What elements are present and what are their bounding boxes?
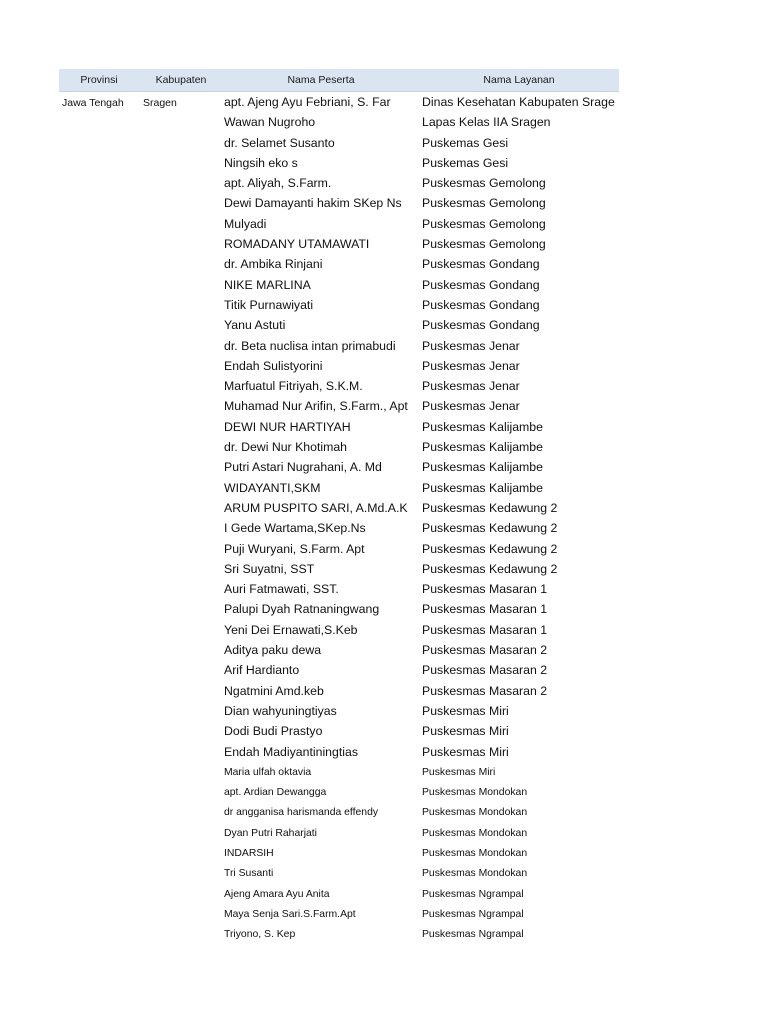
nama-layanan-cell: Puskesmas Gemolong [422,216,546,231]
nama-peserta-cell: Ningsih eko s [224,155,298,170]
nama-layanan-cell: Puskesmas Gondang [422,257,540,272]
nama-layanan-cell: Puskesmas Jenar [422,358,520,373]
nama-layanan-cell: Puskesmas Gondang [422,277,540,292]
table-row [59,640,619,660]
nama-layanan-cell: Puskemas Gesi [422,155,509,170]
nama-peserta-cell: Maria ulfah oktavia [224,766,312,778]
nama-peserta-cell: Titik Purnawiyati [224,297,314,312]
table-header [59,69,619,92]
table-row [59,599,619,619]
provinsi-cell: Jawa Tengah [62,97,124,109]
nama-peserta-cell: DEWI NUR HARTIYAH [224,419,351,434]
nama-peserta-cell: Ajeng Amara Ayu Anita [224,888,330,900]
nama-peserta-cell: dr angganisa harismanda effendy [224,807,379,819]
nama-peserta-cell: Sri Suyatni, SST [224,561,315,576]
table-row [59,498,619,518]
nama-peserta-cell: Wawan Nugroho [224,115,316,130]
table-body [59,92,619,944]
nama-layanan-cell: Puskesmas Gondang [422,297,540,312]
table-row [59,559,619,579]
table-row [59,823,619,843]
table-row [59,884,619,904]
nama-peserta-cell: ROMADANY UTAMAWATI [224,237,370,252]
nama-peserta-cell: Yanu Astuti [224,318,286,333]
table-row [59,437,619,457]
nama-peserta-cell: Marfuatul Fitriyah, S.K.M. [224,379,363,394]
nama-peserta-cell: Arif Hardianto [224,663,300,678]
table-row [59,620,619,640]
table-row [59,762,619,782]
nama-layanan-cell: Puskesmas Jenar [422,338,520,353]
table-row [59,457,619,477]
nama-peserta-cell: Putri Astari Nugrahani, A. Md [224,460,382,475]
table-row [59,92,619,112]
table-row [59,275,619,295]
nama-peserta-cell: I Gede Wartama,SKep.Ns [224,521,366,536]
nama-layanan-cell: Puskesmas Miri [422,744,509,759]
nama-layanan-cell: Puskesmas Masaran 2 [422,643,548,658]
nama-layanan-cell: Puskesmas Mondokan [422,787,528,799]
nama-layanan-cell: Puskesmas Kedawung 2 [422,561,558,576]
nama-layanan-cell: Puskesmas Masaran 1 [422,622,548,637]
table-row [59,742,619,762]
nama-layanan-cell: Puskesmas Kalijambe [422,440,543,455]
nama-layanan-cell: Lapas Kelas IIA Sragen [422,115,551,130]
header-nama-layanan: Nama Layanan [483,74,555,86]
nama-peserta-cell: Maya Senja Sari.S.Farm.Apt [224,908,356,920]
nama-layanan-cell: Puskesmas Ngrampal [422,929,524,941]
nama-peserta-cell: apt. Ardian Dewangga [224,787,327,799]
table-row [59,539,619,559]
nama-layanan-cell: Puskesmas Masaran 1 [422,582,548,597]
nama-peserta-cell: Palupi Dyah Ratnaningwang [224,602,380,617]
nama-peserta-cell: WIDAYANTI,SKM [224,480,321,495]
nama-layanan-cell: Puskesmas Masaran 2 [422,683,548,698]
nama-layanan-cell: Puskesmas Jenar [422,379,520,394]
nama-layanan-cell: Puskesmas Masaran 2 [422,663,548,678]
nama-peserta-cell: INDARSIH [224,847,274,859]
nama-peserta-cell: Endah Madiyantiningtias [224,744,358,759]
nama-peserta-cell: Dyan Putri Raharjati [224,827,317,839]
nama-layanan-cell: Puskesmas Kalijambe [422,460,543,475]
nama-layanan-cell: Puskesmas Jenar [422,399,520,414]
nama-layanan-cell: Puskesmas Kalijambe [422,419,543,434]
nama-peserta-cell: Tri Susanti [224,868,274,880]
nama-layanan-cell: Puskesmas Kedawung 2 [422,541,558,556]
table-row [59,295,619,315]
nama-layanan-cell: Puskesmas Gemolong [422,176,546,191]
nama-peserta-cell: NIKE MARLINA [224,277,311,292]
table-row [59,153,619,173]
table-row [59,579,619,599]
nama-peserta-cell: Aditya paku dewa [224,643,322,658]
table-row [59,904,619,924]
participant-table [59,69,619,944]
nama-peserta-cell: dr. Beta nuclisa intan primabudi [224,338,396,353]
nama-layanan-cell: Dinas Kesehatan Kabupaten Srage [422,95,615,109]
nama-layanan-cell: Puskesmas Ngrampal [422,908,524,920]
nama-peserta-cell: Yeni Dei Ernawati,S.Keb [224,622,358,637]
table-row [59,782,619,802]
table-row [59,924,619,944]
nama-peserta-cell: Muhamad Nur Arifin, S.Farm., Apt [224,399,408,414]
nama-layanan-cell: Puskesmas Gondang [422,318,540,333]
table-row [59,214,619,234]
table-row [59,234,619,254]
nama-peserta-cell: apt. Ajeng Ayu Febriani, S. Far [224,95,391,109]
nama-peserta-cell: apt. Aliyah, S.Farm. [224,176,332,191]
nama-layanan-cell: Puskesmas Mondokan [422,807,528,819]
nama-peserta-cell: ARUM PUSPITO SARI, A.Md.A.K [224,500,408,515]
nama-layanan-cell: Puskesmas Kalijambe [422,480,543,495]
nama-layanan-cell: Puskesmas Kedawung 2 [422,500,558,515]
nama-layanan-cell: Puskesmas Kedawung 2 [422,521,558,536]
table-row [59,396,619,416]
table-row [59,843,619,863]
table-row [59,173,619,193]
nama-layanan-cell: Puskesmas Masaran 1 [422,602,548,617]
table-row [59,356,619,376]
table-row [59,315,619,335]
nama-peserta-cell: Ngatmini Amd.keb [224,683,324,698]
nama-peserta-cell: Dodi Budi Prastyo [224,724,323,739]
nama-layanan-cell: Puskesmas Miri [422,766,496,778]
kabupaten-cell: Sragen [143,97,177,109]
table-row [59,802,619,822]
table-row [59,336,619,356]
nama-layanan-cell: Puskesmas Gemolong [422,196,546,211]
table-row [59,518,619,538]
table-row [59,721,619,741]
nama-layanan-cell: Puskesmas Mondokan [422,827,528,839]
header-provinsi: Provinsi [80,74,118,86]
nama-peserta-cell: dr. Dewi Nur Khotimah [224,440,348,455]
table-row [59,478,619,498]
nama-peserta-cell: Endah Sulistyorini [224,358,323,373]
nama-peserta-cell: Puji Wuryani, S.Farm. Apt [224,541,365,556]
table-row [59,193,619,213]
nama-peserta-cell: Dian wahyuningtiyas [224,703,337,718]
header-nama-peserta: Nama Peserta [287,74,355,86]
table-row [59,863,619,883]
header-kabupaten: Kabupaten [155,74,207,86]
nama-layanan-cell: Puskesmas Ngrampal [422,888,524,900]
nama-layanan-cell: Puskesmas Mondokan [422,847,528,859]
table-row [59,417,619,437]
nama-layanan-cell: Puskesmas Gemolong [422,237,546,252]
nama-peserta-cell: dr. Ambika Rinjani [224,257,323,272]
table-row [59,681,619,701]
nama-layanan-cell: Puskesmas Mondokan [422,868,528,880]
nama-peserta-cell: Auri Fatmawati, SST. [224,582,339,597]
nama-peserta-cell: Mulyadi [224,216,267,231]
nama-layanan-cell: Puskemas Gesi [422,135,509,150]
nama-layanan-cell: Puskesmas Miri [422,724,509,739]
table-row [59,660,619,680]
table-row [59,701,619,721]
nama-peserta-cell: Triyono, S. Kep [224,929,296,941]
table-row [59,112,619,132]
table-row [59,376,619,396]
nama-peserta-cell: Dewi Damayanti hakim SKep Ns [224,196,402,211]
nama-layanan-cell: Puskesmas Miri [422,703,509,718]
table-row [59,133,619,153]
table-row [59,254,619,274]
nama-peserta-cell: dr. Selamet Susanto [224,135,335,150]
